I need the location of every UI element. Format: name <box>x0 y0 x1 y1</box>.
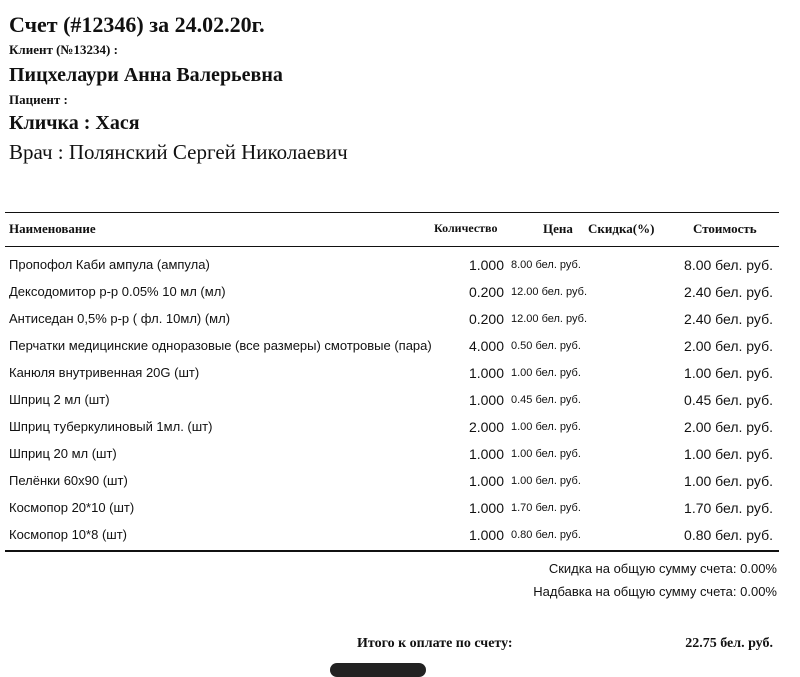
pet-name: Кличка : Хася <box>9 112 140 134</box>
item-name: Космопор 20*10 (шт) <box>9 500 135 515</box>
client-label: Клиент (№13234) : <box>9 42 118 57</box>
item-name: Дексодомитор р-р 0.05% 10 мл (мл) <box>9 284 226 299</box>
bottom-pill-button[interactable] <box>330 663 426 677</box>
item-name: Пропофол Каби ампула (ампула) <box>9 257 210 272</box>
item-price: 1.00 бел. руб. <box>511 448 581 460</box>
header-discount: Скидка(%) <box>588 221 655 236</box>
table-bottom-rule <box>5 550 779 552</box>
item-price: 8.00 бел. руб. <box>511 259 581 271</box>
header-name: Наименование <box>9 221 96 236</box>
patient-label: Пациент : <box>9 92 68 107</box>
table-row <box>0 338 800 365</box>
item-quantity: 2.000 <box>468 419 504 435</box>
item-cost: 1.00 бел. руб. <box>684 365 773 381</box>
item-name: Пелёнки 60x90 (шт) <box>9 473 128 488</box>
table-row <box>0 446 800 473</box>
item-cost: 2.40 бел. руб. <box>684 311 773 327</box>
item-name: Антиседан 0,5% р-р ( фл. 10мл) (мл) <box>9 311 231 326</box>
total-label: Итого к оплате по счету: <box>357 636 513 651</box>
item-quantity: 1.000 <box>468 500 504 516</box>
item-cost: 8.00 бел. руб. <box>684 257 773 273</box>
total-amount: 22.75 бел. руб. <box>685 636 773 651</box>
table-row <box>0 500 800 527</box>
item-price: 1.00 бел. руб. <box>511 367 581 379</box>
item-cost: 0.45 бел. руб. <box>684 392 773 408</box>
table-header-rule <box>5 246 779 247</box>
item-name: Канюля внутривенная 20G (шт) <box>9 365 200 380</box>
item-price: 1.00 бел. руб. <box>511 475 581 487</box>
total-surcharge: Надбавка на общую сумму счета: 0.00% <box>533 584 777 599</box>
item-cost: 2.00 бел. руб. <box>684 338 773 354</box>
item-name: Шприц туберкулиновый 1мл. (шт) <box>9 419 213 434</box>
table-row <box>0 419 800 446</box>
table-row <box>0 311 800 338</box>
item-cost: 0.80 бел. руб. <box>684 527 773 543</box>
item-cost: 1.70 бел. руб. <box>684 500 773 516</box>
header-price: Цена <box>543 221 573 236</box>
item-quantity: 1.000 <box>468 257 504 273</box>
item-quantity: 1.000 <box>468 365 504 381</box>
total-discount: Скидка на общую сумму счета: 0.00% <box>548 561 777 576</box>
doctor-name: Врач : Полянский Сергей Николаевич <box>9 140 348 164</box>
item-quantity: 1.000 <box>468 392 504 408</box>
item-quantity: 0.200 <box>468 311 504 327</box>
table-row <box>0 473 800 500</box>
client-name: Пицхелаури Анна Валерьевна <box>9 64 283 86</box>
item-quantity: 1.000 <box>468 527 504 543</box>
table-row <box>0 284 800 311</box>
item-quantity: 1.000 <box>468 473 504 489</box>
item-name: Космопор 10*8 (шт) <box>9 527 127 542</box>
table-row <box>0 257 800 284</box>
item-cost: 2.40 бел. руб. <box>684 284 773 300</box>
item-quantity: 4.000 <box>468 338 504 354</box>
item-price: 1.00 бел. руб. <box>511 421 581 433</box>
table-row <box>0 392 800 419</box>
invoice-title: Счет (#12346) за 24.02.20г. <box>9 12 265 37</box>
item-name: Шприц 2 мл (шт) <box>9 392 110 407</box>
header-cost: Стоимость <box>693 221 757 236</box>
header-quantity: Количество <box>434 221 498 235</box>
item-price: 0.80 бел. руб. <box>511 529 581 541</box>
item-price: 12.00 бел. руб. <box>511 286 588 298</box>
item-cost: 2.00 бел. руб. <box>684 419 773 435</box>
item-price: 1.70 бел. руб. <box>511 502 581 514</box>
item-price: 12.00 бел. руб. <box>511 313 588 325</box>
item-name: Шприц 20 мл (шт) <box>9 446 117 461</box>
item-price: 0.50 бел. руб. <box>511 340 581 352</box>
table-top-rule <box>5 212 779 213</box>
item-quantity: 0.200 <box>468 284 504 300</box>
item-quantity: 1.000 <box>468 446 504 462</box>
item-name: Перчатки медицинские одноразовые (все размеры) смотровые (пара) <box>9 338 432 353</box>
item-cost: 1.00 бел. руб. <box>684 446 773 462</box>
item-cost: 1.00 бел. руб. <box>684 473 773 489</box>
table-row <box>0 365 800 392</box>
item-price: 0.45 бел. руб. <box>511 394 581 406</box>
